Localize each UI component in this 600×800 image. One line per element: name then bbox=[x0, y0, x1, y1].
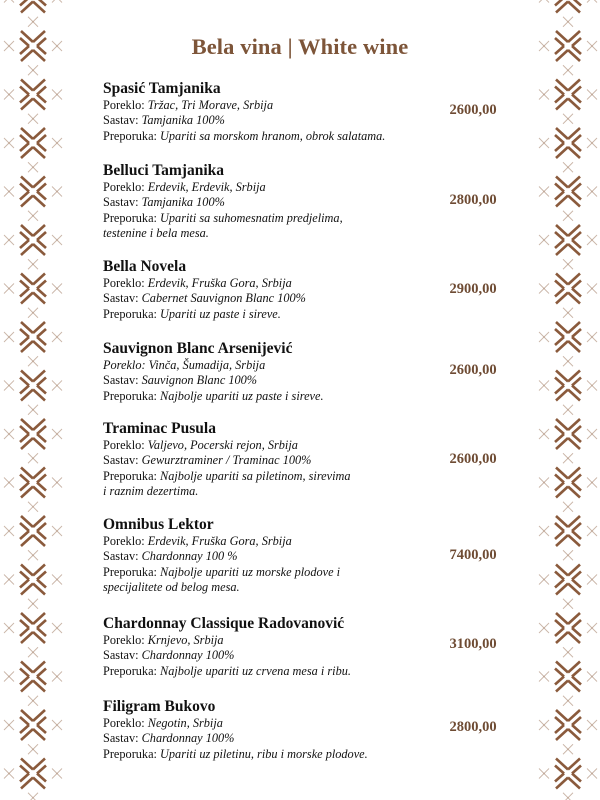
wine-price: 7400,00 bbox=[449, 547, 497, 563]
woven-x-ornament-icon bbox=[555, 419, 581, 449]
woven-x-ornament-icon bbox=[555, 80, 581, 110]
small-x-ornament-icon bbox=[539, 720, 549, 730]
small-x-ornament-icon bbox=[52, 478, 62, 488]
small-x-ornament-icon bbox=[539, 284, 549, 294]
small-x-ornament-icon bbox=[563, 114, 573, 124]
origin-value: Tržac, Tri Morave, Srbija bbox=[147, 98, 274, 112]
right-ornament-border bbox=[535, 0, 600, 800]
wine-recommendation bbox=[103, 469, 443, 484]
recommendation-value: Najbolje upariti uz crvena mesa i ribu. bbox=[160, 663, 351, 678]
small-x-ornament-icon bbox=[28, 453, 38, 463]
small-x-ornament-icon bbox=[52, 526, 62, 536]
small-x-ornament-icon bbox=[28, 259, 38, 269]
wine-price: 2800,00 bbox=[449, 719, 497, 735]
small-x-ornament-icon bbox=[52, 284, 62, 294]
wine-composition bbox=[103, 731, 443, 746]
origin-value: Erdevik, Fruška Gora, Srbija bbox=[147, 276, 292, 290]
small-x-ornament-icon bbox=[539, 575, 549, 585]
recommendation-value-continued: i raznim dezertima. bbox=[103, 484, 199, 499]
recommendation-label: Preporuka: bbox=[103, 128, 161, 143]
recommendation-value: Upariti sa suhomesnatim predjelima, bbox=[160, 210, 343, 225]
small-x-ornament-icon bbox=[539, 187, 549, 197]
small-x-ornament-icon bbox=[52, 235, 62, 245]
small-x-ornament-icon bbox=[563, 65, 573, 75]
composition-value: Tamjanika 100% bbox=[141, 113, 225, 128]
wine-origin bbox=[103, 438, 443, 453]
small-x-ornament-icon bbox=[28, 211, 38, 221]
woven-x-ornament-icon bbox=[20, 0, 46, 13]
small-x-ornament-icon bbox=[4, 769, 14, 779]
recommendation-label: Preporuka: bbox=[103, 564, 161, 579]
small-x-ornament-icon bbox=[563, 405, 573, 415]
wine-name: Belluci Tamjanika bbox=[103, 162, 225, 179]
wine-origin bbox=[103, 716, 443, 731]
wine-origin bbox=[103, 534, 443, 549]
small-x-ornament-icon bbox=[52, 672, 62, 682]
small-x-ornament-icon bbox=[539, 623, 549, 633]
small-x-ornament-icon bbox=[587, 429, 597, 439]
small-x-ornament-icon bbox=[539, 332, 549, 342]
wine-name: Filigram Bukovo bbox=[103, 698, 216, 715]
small-x-ornament-icon bbox=[587, 332, 597, 342]
small-x-ornament-icon bbox=[539, 235, 549, 245]
small-x-ornament-icon bbox=[4, 429, 14, 439]
small-x-ornament-icon bbox=[28, 696, 38, 706]
wine-composition bbox=[103, 291, 443, 306]
small-x-ornament-icon bbox=[28, 793, 38, 800]
small-x-ornament-icon bbox=[28, 17, 38, 27]
wine-item bbox=[103, 162, 443, 242]
recommendation-value: Najbolje upariti uz morske plodove i bbox=[160, 564, 341, 579]
origin-label: Poreklo: bbox=[103, 534, 148, 548]
composition-label: Sastav: bbox=[103, 291, 142, 306]
small-x-ornament-icon bbox=[4, 526, 14, 536]
wine-recommendation-continued bbox=[103, 226, 443, 241]
small-x-ornament-icon bbox=[539, 672, 549, 682]
origin-label: Poreklo: bbox=[103, 358, 149, 372]
small-x-ornament-icon bbox=[52, 332, 62, 342]
small-x-ornament-icon bbox=[563, 744, 573, 754]
wine-price: 2600,00 bbox=[449, 451, 497, 467]
woven-x-ornament-icon bbox=[555, 662, 581, 692]
woven-x-ornament-icon bbox=[555, 759, 581, 789]
composition-label: Sastav: bbox=[103, 373, 142, 388]
wine-item bbox=[103, 340, 443, 404]
small-x-ornament-icon bbox=[539, 0, 549, 3]
small-x-ornament-icon bbox=[52, 187, 62, 197]
composition-value: Chardonnay 100 % bbox=[141, 549, 238, 564]
recommendation-label: Preporuka: bbox=[103, 210, 161, 225]
wine-price: 2900,00 bbox=[449, 281, 497, 297]
recommendation-value: Najbolje upariti uz paste i sireve. bbox=[160, 388, 324, 403]
small-x-ornament-icon bbox=[52, 138, 62, 148]
small-x-ornament-icon bbox=[539, 381, 549, 391]
composition-value: Sauvignon Blanc 100% bbox=[141, 373, 258, 388]
wine-item bbox=[103, 698, 443, 762]
small-x-ornament-icon bbox=[563, 162, 573, 172]
wine-name: Spasić Tamjanika bbox=[103, 80, 221, 97]
small-x-ornament-icon bbox=[28, 356, 38, 366]
small-x-ornament-icon bbox=[28, 405, 38, 415]
composition-label: Sastav: bbox=[103, 731, 142, 746]
composition-value: Gewurztraminer / Traminac 100% bbox=[141, 453, 312, 468]
wine-item bbox=[103, 420, 443, 500]
wine-origin bbox=[103, 633, 443, 648]
woven-x-ornament-icon bbox=[20, 177, 46, 207]
wine-origin bbox=[103, 98, 443, 113]
wine-recommendation bbox=[103, 389, 443, 404]
recommendation-label: Preporuka: bbox=[103, 306, 161, 321]
small-x-ornament-icon bbox=[4, 284, 14, 294]
small-x-ornament-icon bbox=[587, 381, 597, 391]
woven-x-ornament-icon bbox=[20, 371, 46, 401]
small-x-ornament-icon bbox=[4, 138, 14, 148]
wine-composition bbox=[103, 195, 443, 210]
woven-x-ornament-icon bbox=[555, 177, 581, 207]
small-x-ornament-icon bbox=[587, 526, 597, 536]
small-x-ornament-icon bbox=[52, 623, 62, 633]
small-x-ornament-icon bbox=[4, 381, 14, 391]
wine-composition bbox=[103, 648, 443, 663]
wine-item bbox=[103, 516, 443, 596]
small-x-ornament-icon bbox=[563, 17, 573, 27]
wine-composition bbox=[103, 549, 443, 564]
small-x-ornament-icon bbox=[587, 187, 597, 197]
wine-item bbox=[103, 615, 443, 679]
small-x-ornament-icon bbox=[563, 647, 573, 657]
small-x-ornament-icon bbox=[28, 550, 38, 560]
small-x-ornament-icon bbox=[563, 259, 573, 269]
woven-x-ornament-icon bbox=[20, 710, 46, 740]
small-x-ornament-icon bbox=[28, 502, 38, 512]
small-x-ornament-icon bbox=[4, 0, 14, 3]
small-x-ornament-icon bbox=[28, 744, 38, 754]
composition-label: Sastav: bbox=[103, 453, 142, 468]
small-x-ornament-icon bbox=[4, 235, 14, 245]
small-x-ornament-icon bbox=[587, 672, 597, 682]
wine-origin bbox=[103, 358, 443, 373]
wine-composition bbox=[103, 113, 443, 128]
wine-price: 3100,00 bbox=[449, 636, 497, 652]
wine-item bbox=[103, 80, 443, 144]
woven-x-ornament-icon bbox=[555, 225, 581, 255]
wine-name: Chardonnay Classique Radovanović bbox=[103, 615, 345, 632]
small-x-ornament-icon bbox=[4, 187, 14, 197]
wine-item bbox=[103, 258, 443, 322]
small-x-ornament-icon bbox=[587, 90, 597, 100]
small-x-ornament-icon bbox=[52, 720, 62, 730]
small-x-ornament-icon bbox=[563, 696, 573, 706]
origin-label: Poreklo: bbox=[103, 633, 148, 647]
small-x-ornament-icon bbox=[563, 308, 573, 318]
wine-recommendation-continued bbox=[103, 580, 443, 595]
recommendation-label: Preporuka: bbox=[103, 468, 161, 483]
small-x-ornament-icon bbox=[539, 429, 549, 439]
origin-label: Poreklo: bbox=[103, 438, 148, 452]
small-x-ornament-icon bbox=[4, 672, 14, 682]
wine-price: 2600,00 bbox=[449, 102, 497, 118]
small-x-ornament-icon bbox=[4, 720, 14, 730]
woven-x-ornament-icon bbox=[555, 516, 581, 546]
woven-x-ornament-icon bbox=[20, 274, 46, 304]
small-x-ornament-icon bbox=[52, 90, 62, 100]
small-x-ornament-icon bbox=[539, 90, 549, 100]
woven-x-ornament-icon bbox=[20, 419, 46, 449]
woven-x-ornament-icon bbox=[20, 468, 46, 498]
origin-value: Krnjevo, Srbija bbox=[147, 633, 224, 647]
small-x-ornament-icon bbox=[563, 599, 573, 609]
small-x-ornament-icon bbox=[539, 138, 549, 148]
woven-x-ornament-icon bbox=[555, 371, 581, 401]
composition-value: Tamjanika 100% bbox=[141, 195, 225, 210]
wine-name: Omnibus Lektor bbox=[103, 516, 214, 533]
wine-origin bbox=[103, 276, 443, 291]
woven-x-ornament-icon bbox=[20, 516, 46, 546]
wine-recommendation bbox=[103, 211, 443, 226]
recommendation-value: Upariti uz piletinu, ribu i morske plodove. bbox=[160, 746, 368, 761]
woven-x-ornament-icon bbox=[20, 759, 46, 789]
woven-x-ornament-icon bbox=[555, 613, 581, 643]
origin-value: Vinča, Šumadija, Srbija bbox=[148, 358, 266, 372]
woven-x-ornament-icon bbox=[555, 274, 581, 304]
small-x-ornament-icon bbox=[4, 90, 14, 100]
small-x-ornament-icon bbox=[52, 575, 62, 585]
woven-x-ornament-icon bbox=[555, 710, 581, 740]
wine-recommendation bbox=[103, 129, 443, 144]
recommendation-value: Najbolje upariti sa piletinom, sirevima bbox=[160, 468, 351, 483]
recommendation-label: Preporuka: bbox=[103, 388, 161, 403]
left-ornament-border bbox=[0, 0, 66, 800]
origin-value: Erdevik, Erdevik, Srbija bbox=[147, 180, 266, 194]
page-title: Bela vina | White wine bbox=[191, 34, 409, 59]
small-x-ornament-icon bbox=[4, 332, 14, 342]
small-x-ornament-icon bbox=[587, 478, 597, 488]
wine-origin bbox=[103, 180, 443, 195]
small-x-ornament-icon bbox=[587, 720, 597, 730]
wine-recommendation bbox=[103, 664, 443, 679]
composition-value: Chardonnay 100% bbox=[141, 731, 235, 746]
small-x-ornament-icon bbox=[563, 502, 573, 512]
small-x-ornament-icon bbox=[563, 550, 573, 560]
wine-name: Bella Novela bbox=[103, 258, 187, 275]
small-x-ornament-icon bbox=[539, 478, 549, 488]
small-x-ornament-icon bbox=[28, 162, 38, 172]
wine-name: Traminac Pusula bbox=[103, 420, 216, 437]
origin-label: Poreklo: bbox=[103, 716, 148, 730]
small-x-ornament-icon bbox=[28, 599, 38, 609]
small-x-ornament-icon bbox=[539, 769, 549, 779]
recommendation-value-continued: specijalitete od belog mesa. bbox=[103, 580, 240, 595]
small-x-ornament-icon bbox=[563, 211, 573, 221]
wine-price: 2600,00 bbox=[449, 362, 497, 378]
recommendation-label: Preporuka: bbox=[103, 746, 161, 761]
woven-x-ornament-icon bbox=[555, 468, 581, 498]
small-x-ornament-icon bbox=[587, 623, 597, 633]
small-x-ornament-icon bbox=[4, 575, 14, 585]
small-x-ornament-icon bbox=[28, 65, 38, 75]
woven-x-ornament-icon bbox=[20, 613, 46, 643]
composition-label: Sastav: bbox=[103, 549, 142, 564]
woven-x-ornament-icon bbox=[20, 128, 46, 158]
small-x-ornament-icon bbox=[587, 235, 597, 245]
origin-value: Negotin, Srbija bbox=[147, 716, 223, 730]
wine-composition bbox=[103, 373, 443, 388]
woven-x-ornament-icon bbox=[20, 80, 46, 110]
recommendation-value-continued: testenine i bela mesa. bbox=[103, 226, 209, 241]
woven-x-ornament-icon bbox=[20, 225, 46, 255]
woven-x-ornament-icon bbox=[555, 565, 581, 595]
small-x-ornament-icon bbox=[563, 793, 573, 800]
wine-recommendation bbox=[103, 307, 443, 322]
origin-value: Erdevik, Fruška Gora, Srbija bbox=[147, 534, 292, 548]
small-x-ornament-icon bbox=[587, 0, 597, 3]
wine-composition bbox=[103, 453, 443, 468]
small-x-ornament-icon bbox=[563, 356, 573, 366]
woven-x-ornament-icon bbox=[20, 322, 46, 352]
small-x-ornament-icon bbox=[587, 284, 597, 294]
wine-name: Sauvignon Blanc Arsenijević bbox=[103, 340, 293, 357]
origin-value: Valjevo, Pocerski rejon, Srbija bbox=[147, 438, 298, 452]
small-x-ornament-icon bbox=[28, 647, 38, 657]
woven-x-ornament-icon bbox=[555, 322, 581, 352]
composition-label: Sastav: bbox=[103, 113, 142, 128]
small-x-ornament-icon bbox=[28, 114, 38, 124]
origin-label: Poreklo: bbox=[103, 98, 148, 112]
small-x-ornament-icon bbox=[4, 623, 14, 633]
small-x-ornament-icon bbox=[28, 308, 38, 318]
wine-recommendation bbox=[103, 565, 443, 580]
recommendation-value: Upariti uz paste i sireve. bbox=[160, 306, 281, 321]
small-x-ornament-icon bbox=[52, 0, 62, 3]
composition-label: Sastav: bbox=[103, 648, 142, 663]
woven-x-ornament-icon bbox=[555, 128, 581, 158]
small-x-ornament-icon bbox=[587, 769, 597, 779]
recommendation-label: Preporuka: bbox=[103, 663, 161, 678]
small-x-ornament-icon bbox=[539, 526, 549, 536]
composition-value: Chardonnay 100% bbox=[141, 648, 235, 663]
composition-value: Cabernet Sauvignon Blanc 100% bbox=[141, 291, 306, 306]
small-x-ornament-icon bbox=[52, 381, 62, 391]
recommendation-value: Upariti sa morskom hranom, obrok salatama. bbox=[160, 128, 386, 143]
origin-label: Poreklo: bbox=[103, 276, 148, 290]
origin-label: Poreklo: bbox=[103, 180, 148, 194]
small-x-ornament-icon bbox=[563, 453, 573, 463]
wine-recommendation bbox=[103, 747, 443, 762]
small-x-ornament-icon bbox=[4, 478, 14, 488]
wine-price: 2800,00 bbox=[449, 192, 497, 208]
wine-recommendation-continued bbox=[103, 484, 443, 499]
small-x-ornament-icon bbox=[52, 769, 62, 779]
small-x-ornament-icon bbox=[587, 138, 597, 148]
woven-x-ornament-icon bbox=[555, 0, 581, 13]
woven-x-ornament-icon bbox=[20, 565, 46, 595]
small-x-ornament-icon bbox=[52, 429, 62, 439]
small-x-ornament-icon bbox=[587, 575, 597, 585]
composition-label: Sastav: bbox=[103, 195, 142, 210]
woven-x-ornament-icon bbox=[20, 662, 46, 692]
